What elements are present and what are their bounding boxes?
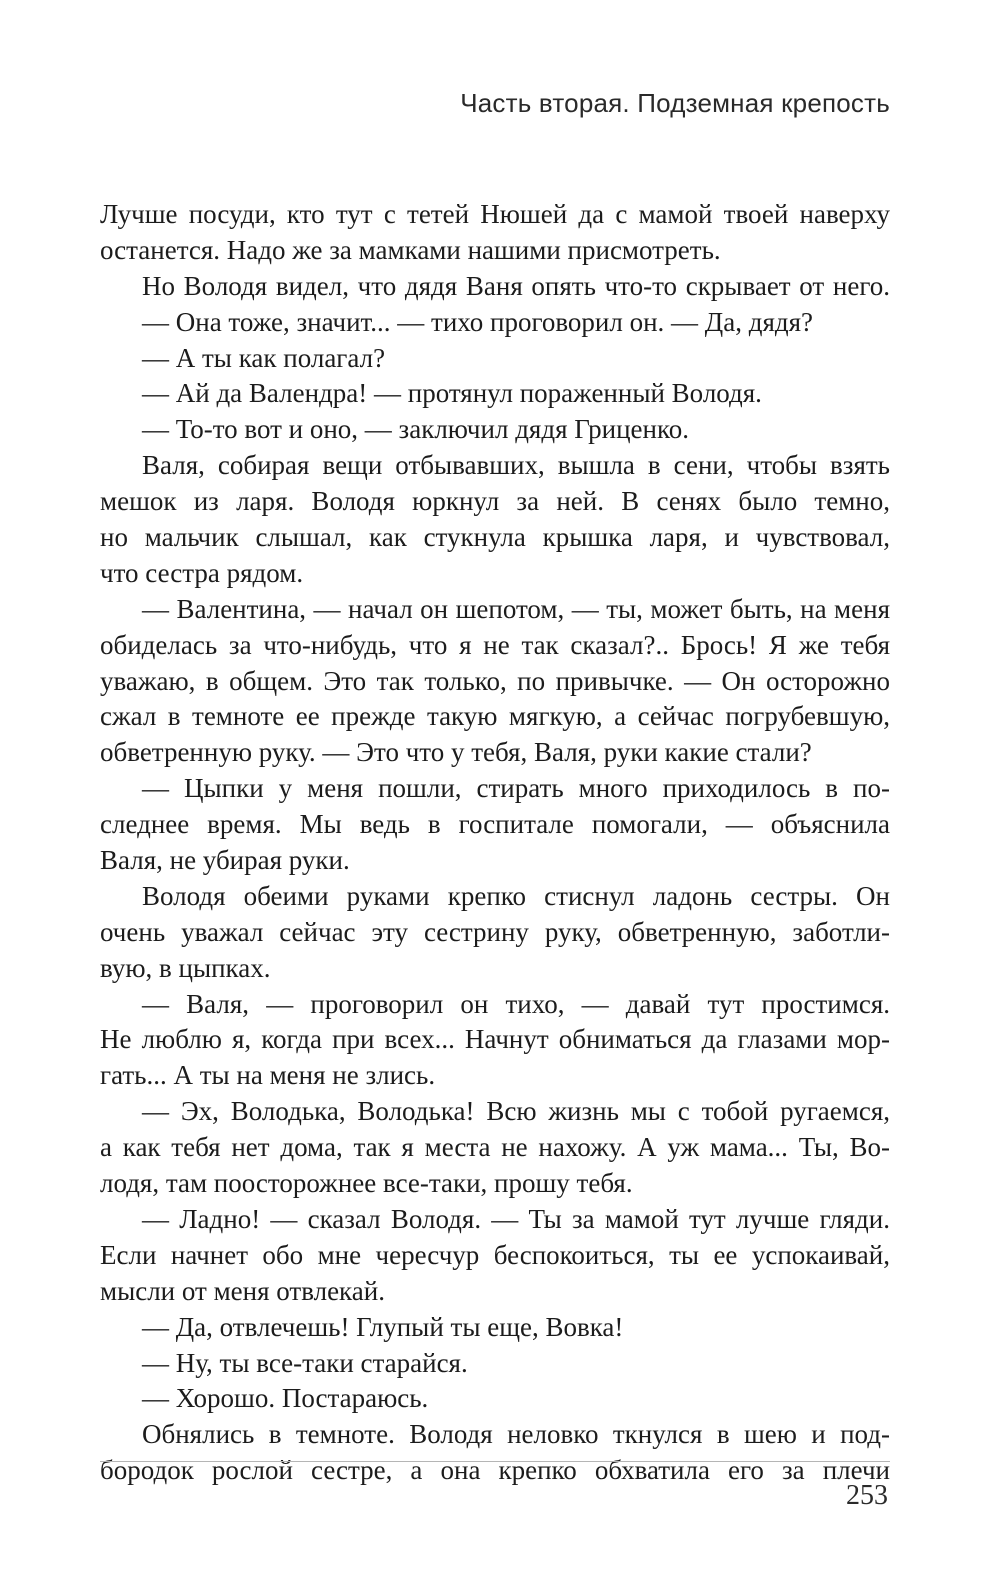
text-line: — Ай да Валендра! — протянул пораженный Володя.	[142, 378, 762, 409]
text-line: Обнялись в темноте. Володя неловко ткнулся в шею и под-	[142, 1419, 890, 1450]
text-line: Не люблю я, когда при всех... Начнут обниматься да глазами мор-	[100, 1024, 890, 1055]
text-line: лодя, там поосторожнее все-таки, прошу тебя.	[100, 1168, 633, 1199]
text-line: Володя обеими руками крепко стиснул ладонь сестры. Он	[142, 880, 890, 911]
text-line: обиделась за что-нибудь, что я не так сказал?.. Брось! Я же тебя	[100, 629, 890, 660]
body-text	[100, 197, 890, 1489]
text-line: бородок рослой сестре, а она крепко обхватила его за плечи	[100, 1455, 890, 1486]
text-line: — Валентина, — начал он шепотом, — ты, может быть, на меня	[142, 593, 890, 624]
running-head: Часть вторая. Подземная крепость	[460, 88, 890, 118]
text-line: сжал в темноте ее прежде такую мягкую, а сейчас погрубевшую,	[100, 701, 890, 732]
text-line: мысли от меня отвлекай.	[100, 1275, 385, 1306]
text-line: обветренную руку. — Это что у тебя, Валя, руки какие стали?	[100, 737, 812, 768]
text-line: что сестра рядом.	[100, 557, 304, 588]
text-line: вую, в цыпках.	[100, 952, 271, 983]
text-line: Если начнет обо мне чересчур беспокоиться, ты ее успокаивай,	[100, 1239, 890, 1270]
text-line: — Она тоже, значит... — тихо проговорил он. — Да, дядя?	[142, 306, 814, 337]
text-line: уважаю, в общем. Это так только, по привычке. — Он осторожно	[100, 665, 890, 696]
text-line: следнее время. Мы ведь в госпитале помогали, — объяснила	[100, 809, 890, 840]
text-line: — Ну, ты все-таки старайся.	[142, 1347, 468, 1378]
text-line: а как тебя нет дома, так я места не нахожу. А уж мама... Ты, Во-	[100, 1132, 890, 1163]
text-line: — Хорошо. Постараюсь.	[142, 1383, 429, 1414]
text-line: Но Володя видел, что дядя Ваня опять что-то скрывает от него.	[142, 270, 890, 301]
text-line: Валя, не убирая руки.	[100, 845, 350, 876]
text-line: — Валя, — проговорил он тихо, — давай тут простимся.	[142, 988, 890, 1019]
text-line: — Да, отвлечешь! Глупый ты еще, Вовка!	[142, 1311, 624, 1342]
text-line: но мальчик слышал, как стукнула крышка ларя, и чувствовал,	[100, 522, 890, 553]
footer-divider	[100, 1461, 890, 1462]
text-line: останется. Надо же за мамками нашими присмотреть.	[100, 234, 721, 265]
text-line: — Цыпки у меня пошли, стирать много приходилось в по-	[142, 773, 890, 804]
text-line: — Эх, Володька, Володька! Всю жизнь мы с тобой ругаемся,	[142, 1096, 890, 1127]
page-number: 253	[846, 1480, 888, 1511]
text-line: гать... А ты на меня не злись.	[100, 1060, 436, 1091]
text-line: — А ты как полагал?	[142, 342, 386, 373]
text-line: — То-то вот и оно, — заключил дядя Гриценко.	[142, 414, 689, 445]
text-line: Валя, собирая вещи отбывавших, вышла в сени, чтобы взять	[142, 450, 890, 481]
text-line: очень уважал сейчас эту сестрину руку, обветренную, заботли-	[100, 916, 890, 947]
text-line: мешок из ларя. Володя юркнул за ней. В сенях было темно,	[100, 486, 890, 517]
text-line: Лучше посуди, кто тут с тетей Нюшей да с мамой твоей наверху	[100, 199, 890, 229]
text-line: — Ладно! — сказал Володя. — Ты за мамой тут лучше гляди.	[142, 1203, 890, 1234]
